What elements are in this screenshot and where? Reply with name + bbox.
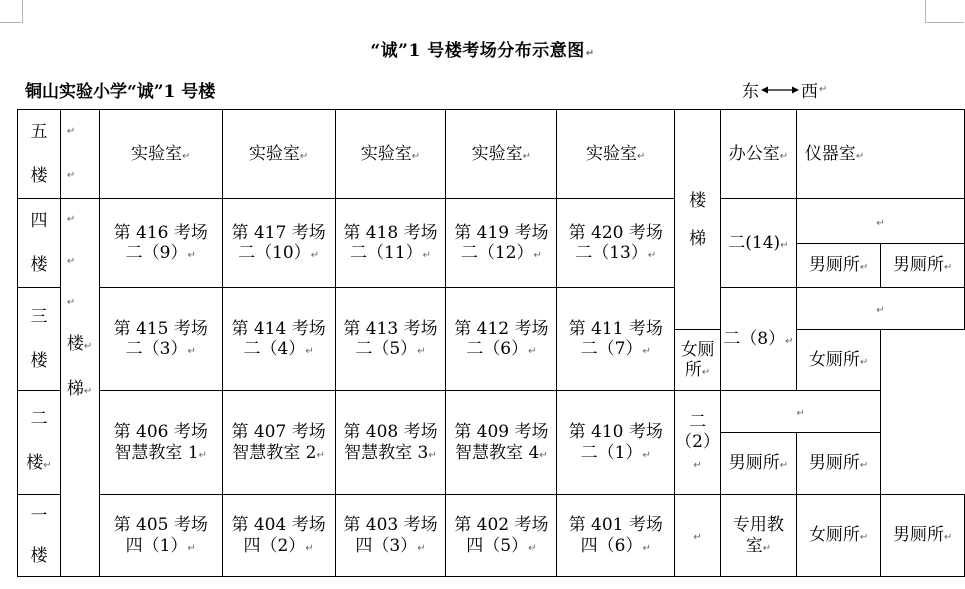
- double-arrow-icon: [761, 85, 799, 95]
- toilet-1f-b: 男厕所↵: [881, 495, 965, 577]
- direction-indicator: 东 西 ↵: [742, 77, 827, 102]
- exam-room-406: 第 406 考场 智慧教室 1↵: [99, 391, 222, 495]
- toilet-2f-a: 男厕所↵: [720, 433, 796, 495]
- special-classroom: 专用教 室↵: [720, 495, 796, 577]
- stair-column-cell: ↵ ↵: [60, 110, 99, 199]
- empty-cell: ↵: [720, 391, 880, 433]
- left-stairs: ↵ ↵ ↵ 楼↵ 梯↵: [60, 199, 99, 577]
- empty-cell: ↵: [796, 288, 964, 330]
- exam-room-414: 第 414 考场 二（4）↵: [222, 288, 335, 391]
- exam-room-407: 第 407 考场 智慧教室 2↵: [222, 391, 335, 495]
- exam-room-416: 第 416 考场 二（9）↵: [99, 199, 222, 288]
- empty-cell: ↵: [796, 199, 964, 244]
- toilet-2f-b: 男厕所↵: [796, 433, 881, 495]
- exam-room-408: 第 408 考场 智慧教室 3↵: [335, 391, 446, 495]
- exam-room-420: 第 420 考场 二（13）↵: [557, 199, 675, 288]
- lab-room: 实验室↵: [99, 110, 222, 199]
- floor-layout-table: [17, 109, 965, 577]
- class-room-2f: 二（2）↵: [675, 391, 721, 495]
- floor-row-4: [18, 199, 965, 244]
- lab-room: 实验室↵: [446, 110, 557, 199]
- floor-label-4: 四 楼: [18, 199, 61, 288]
- lab-room: 实验室↵: [222, 110, 335, 199]
- floor-row-3: [18, 288, 965, 330]
- toilet-1f-a: 女厕所↵: [796, 495, 881, 577]
- floor-label-2: 二 楼↵: [18, 391, 61, 495]
- exam-room-403: 第 403 考场 四（3）↵: [335, 495, 446, 577]
- exam-room-418: 第 418 考场 二（11）↵: [335, 199, 446, 288]
- office-room: 办公室↵: [720, 110, 796, 199]
- exam-room-413: 第 413 考场 二（5）↵: [335, 288, 446, 391]
- exam-room-419: 第 419 考场 二（12）↵: [446, 199, 557, 288]
- exam-room-402: 第 402 考场 四（5）↵: [446, 495, 557, 577]
- exam-room-417: 第 417 考场 二（10）↵: [222, 199, 335, 288]
- empty-cell: ↵: [675, 495, 721, 577]
- lab-room: 实验室↵: [335, 110, 446, 199]
- exam-room-415: 第 415 考场 二（3）↵: [99, 288, 222, 391]
- floor-label-1: 一 楼: [18, 495, 61, 577]
- exam-room-401: 第 401 考场 四（6）↵: [557, 495, 675, 577]
- east-label: 东: [742, 82, 759, 102]
- exam-room-410: 第 410 考场 二（1）↵: [557, 391, 675, 495]
- west-label: 西: [801, 82, 818, 102]
- floor-row-1: [18, 495, 965, 577]
- central-stairs: 楼 梯: [675, 110, 721, 330]
- page-corner-marker-right: [925, 0, 964, 23]
- page-corner-marker-left: [0, 0, 23, 23]
- floor-row-5: [18, 110, 965, 199]
- exam-room-405: 第 405 考场 四（1）↵: [99, 495, 222, 577]
- toilet-4f-b: 男厕所↵: [881, 243, 965, 288]
- class-room-4f: 二(14)↵: [720, 199, 796, 288]
- toilet-4f-a: 男厕所↵: [796, 243, 881, 288]
- lab-room: 实验室↵: [557, 110, 675, 199]
- exam-room-409: 第 409 考场 智慧教室 4↵: [446, 391, 557, 495]
- exam-room-404: 第 404 考场 四（2）↵: [222, 495, 335, 577]
- floor-label-3: 三 楼: [18, 288, 61, 391]
- exam-room-412: 第 412 考场 二（6）↵: [446, 288, 557, 391]
- floor-label-5: 五 楼: [18, 110, 61, 199]
- school-label: 铜山实验小学“诚”1 号楼: [25, 82, 216, 102]
- floor-row-2: [18, 391, 965, 433]
- toilet-3f-a: 女厕所↵: [675, 330, 721, 391]
- exam-room-411: 第 411 考场 二（7）↵: [557, 288, 675, 391]
- class-room-3f: 二（8）↵: [720, 288, 796, 391]
- toilet-3f-b: 女厕所↵: [796, 330, 881, 391]
- document-title: “诚”1 号楼考场分布示意图↵: [370, 41, 595, 61]
- instrument-room: 仪器室↵: [796, 110, 964, 199]
